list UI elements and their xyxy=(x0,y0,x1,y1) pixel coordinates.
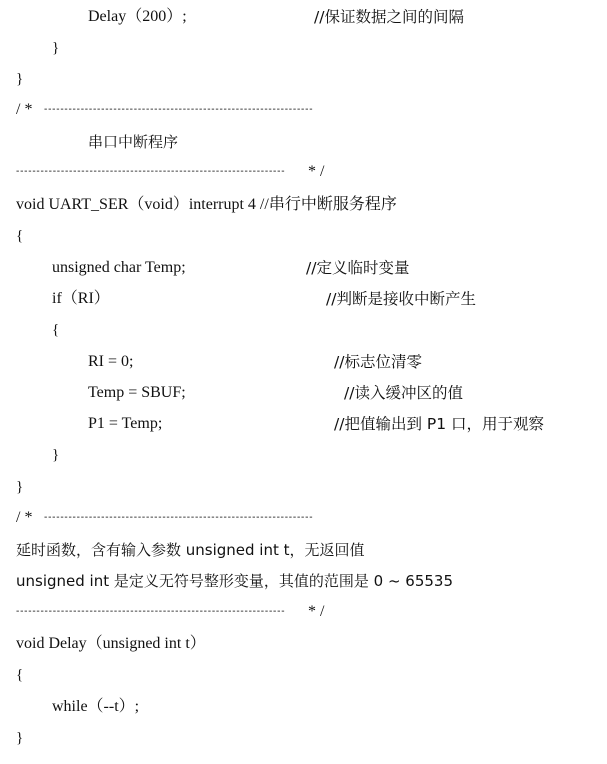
comment-open-marker: / * xyxy=(16,509,33,526)
opening-brace-uart: { xyxy=(16,228,24,244)
opening-brace-delay: { xyxy=(16,667,24,683)
closing-brace-uart: } xyxy=(16,479,24,495)
comment-temp-variable: //定义临时变量 xyxy=(306,259,410,277)
comment-interval: //保证数据之间的间隔 xyxy=(314,8,464,26)
section-heading-uart: 串口中断程序 xyxy=(88,133,179,151)
code-line-temp-declaration: unsigned char Temp; xyxy=(52,259,186,276)
comment-close-marker: * / xyxy=(308,603,325,620)
comment-dash-divider: ------------------------------------------------------------------ xyxy=(16,166,286,177)
closing-brace-if: } xyxy=(52,447,60,463)
function-signature-uart: void UART_SER（void）interrupt 4 //串行中断服务程序 xyxy=(16,196,397,213)
comment-close-marker: * / xyxy=(308,163,325,180)
code-line-ri-reset: RI = 0; xyxy=(88,353,134,370)
closing-brace-main: } xyxy=(16,71,24,87)
closing-brace-delay: } xyxy=(16,730,24,746)
comment-dash-divider: ------------------------------------------------------------------ xyxy=(16,606,286,617)
description-unsigned-int: unsigned int 是定义无符号整形变量，其值的范围是 0 ~ 65535 xyxy=(16,572,454,590)
comment-receive-interrupt: //判断是接收中断产生 xyxy=(326,290,476,308)
code-line-output-p1: P1 = Temp; xyxy=(88,415,163,432)
comment-open-marker: / * xyxy=(16,101,33,118)
code-line-read-sbuf: Temp = SBUF; xyxy=(88,384,186,401)
code-line-delay-call: Delay（200）; xyxy=(88,8,187,25)
code-line-if-ri: if（RI） xyxy=(52,290,110,307)
comment-dash-divider: ------------------------------------------------------------------ xyxy=(44,104,314,115)
closing-brace-inner: } xyxy=(52,40,60,56)
comment-output-p1: //把值输出到 P1 口，用于观察 xyxy=(334,415,545,433)
opening-brace-if: { xyxy=(52,322,60,338)
comment-flag-clear: //标志位清零 xyxy=(334,353,422,371)
comment-read-buffer: //读入缓冲区的值 xyxy=(344,384,463,402)
comment-dash-divider: ------------------------------------------------------------------ xyxy=(44,512,314,523)
code-line-while-loop: while（--t）; xyxy=(52,698,140,715)
description-delay-function: 延时函数，含有输入参数 unsigned int t，无返回值 xyxy=(16,541,365,559)
function-signature-delay: void Delay（unsigned int t） xyxy=(16,635,206,652)
